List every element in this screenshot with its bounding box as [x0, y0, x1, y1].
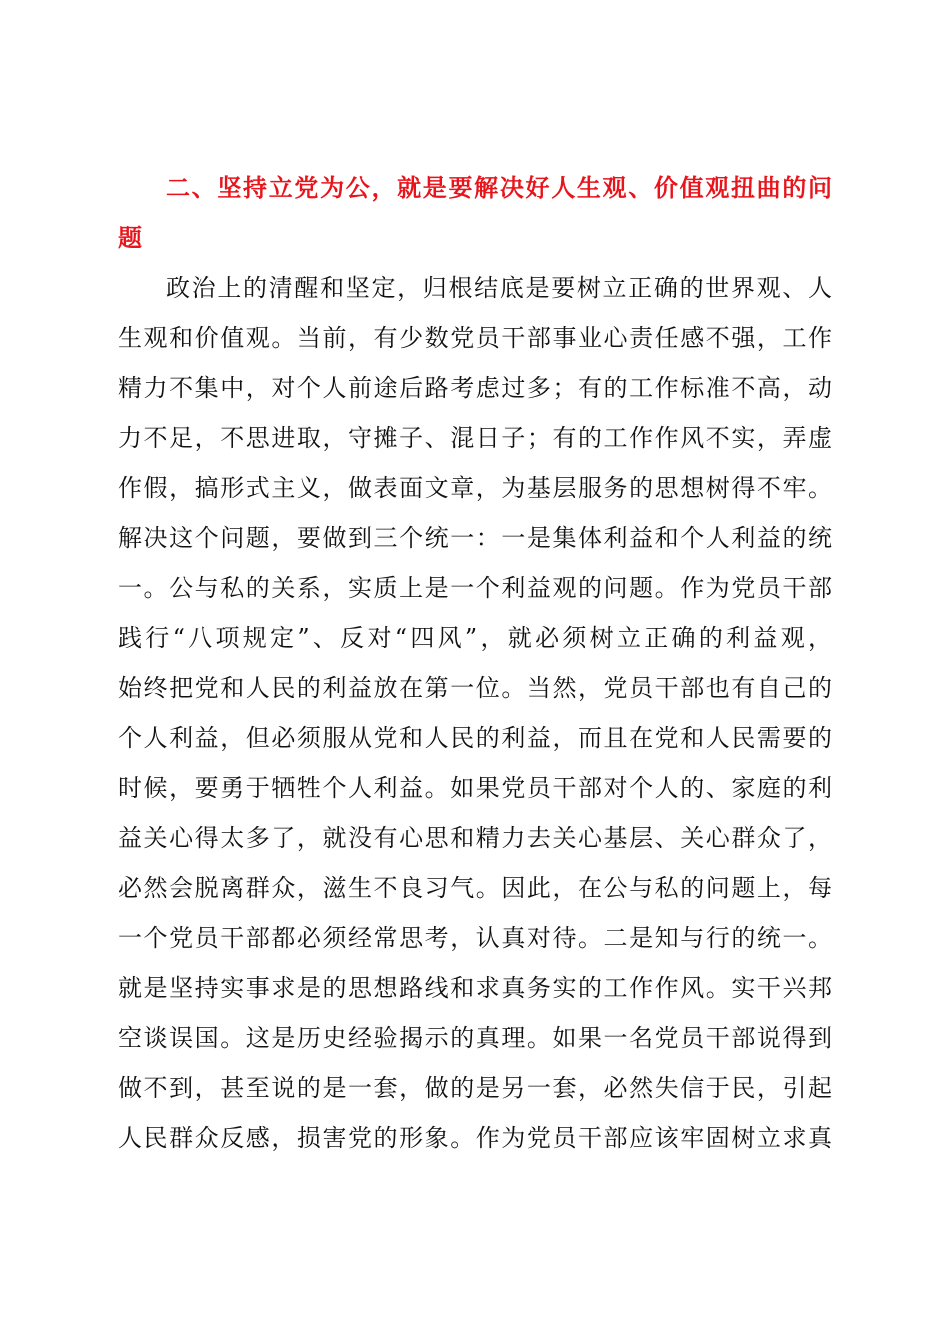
body-line: 一。公与私的关系，实质上是一个利益观的问题。作为党员干部 — [118, 574, 832, 602]
body-line: 始终把党和人民的利益放在第一位。当然，党员干部也有自己的 — [118, 674, 832, 702]
body-line: 做不到，甚至说的是一套，做的是另一套，必然失信于民，引起 — [118, 1074, 832, 1102]
body-line: 必然会脱离群众，滋生不良习气。因此，在公与私的问题上，每 — [118, 874, 832, 902]
body-line: 力不足，不思进取，守摊子、混日子；有的工作作风不实，弄虚 — [118, 424, 832, 452]
section-heading — [118, 163, 832, 263]
document-content — [118, 163, 832, 1163]
body-line: 就是坚持实事求是的思想路线和求真务实的工作作风。实干兴邦 — [118, 974, 832, 1002]
body-line: 解决这个问题，要做到三个统一：一是集体利益和个人利益的统 — [118, 524, 832, 552]
body-line: 政治上的清醒和坚定，归根结底是要树立正确的世界观、人 — [166, 274, 832, 302]
body-line: 生观和价值观。当前，有少数党员干部事业心责任感不强，工作 — [118, 324, 832, 352]
body-line: 精力不集中，对个人前途后路考虑过多；有的工作标准不高，动 — [118, 374, 832, 402]
body-line: 个人利益，但必须服从党和人民的利益，而且在党和人民需要的 — [118, 724, 832, 752]
heading-line: 题 — [118, 224, 142, 252]
body-line: 时候，要勇于牺牲个人利益。如果党员干部对个人的、家庭的利 — [118, 774, 832, 802]
body-line: 践行“八项规定”、反对“四风”，就必须树立正确的利益观， — [118, 624, 832, 652]
heading-line: 二、坚持立党为公，就是要解决好人生观、价值观扭曲的问 — [166, 174, 832, 202]
body-paragraph — [118, 263, 832, 1163]
body-line: 益关心得太多了，就没有心思和精力去关心基层、关心群众了， — [118, 824, 832, 852]
body-line: 作假，搞形式主义，做表面文章，为基层服务的思想树得不牢。 — [118, 474, 832, 502]
body-line: 空谈误国。这是历史经验揭示的真理。如果一名党员干部说得到 — [118, 1024, 832, 1052]
body-line: 人民群众反感，损害党的形象。作为党员干部应该牢固树立求真 — [118, 1124, 832, 1152]
body-line: 一个党员干部都必须经常思考，认真对待。二是知与行的统一。 — [118, 924, 832, 952]
